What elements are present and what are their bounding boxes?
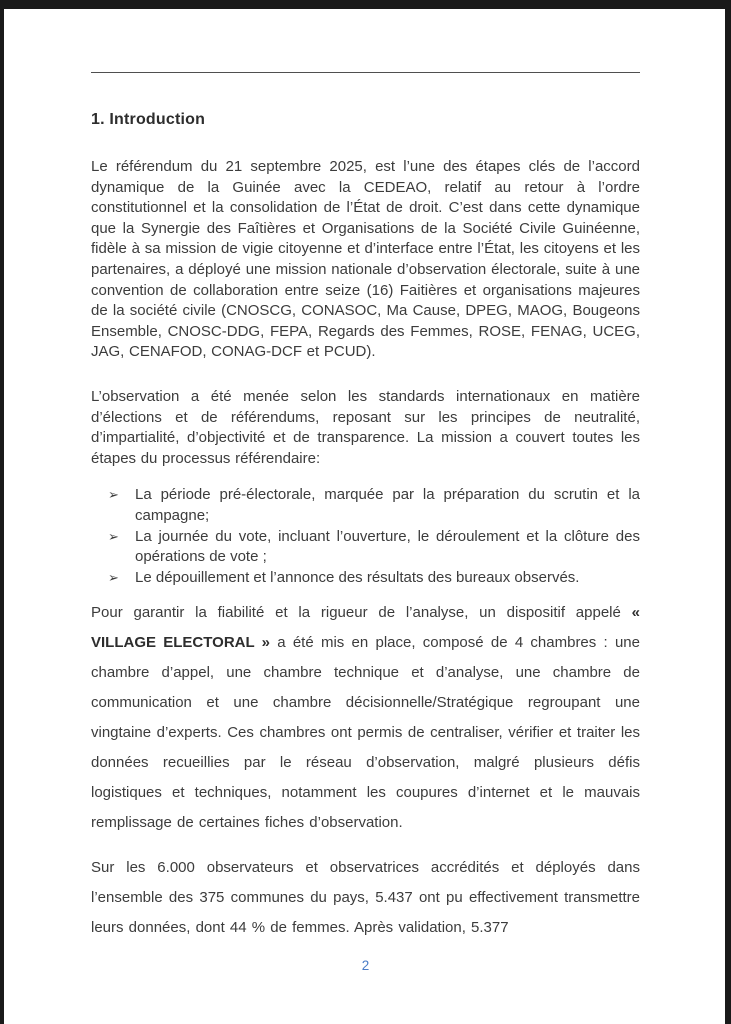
bullet-item [91, 485, 640, 526]
section-heading: 1. Introduction [91, 111, 206, 128]
village-electoral-bold-text: « VILLAGE ELECTORAL » [91, 604, 640, 652]
bullet-arrow-icon: ➢ [108, 487, 119, 503]
bullet-text: Le dépouillement et l’annonce des résultats des bureaux observés. [135, 568, 580, 586]
paragraph-text: Pour garantir la fiabilité et la rigueur de l’analyse, un dispositif appelé [91, 604, 632, 622]
bullet-arrow-icon: ➢ [108, 528, 119, 544]
bullet-list [91, 485, 640, 588]
bullet-item [91, 568, 640, 589]
bullet-item [91, 527, 640, 568]
paragraph-text: a été mis en place, composé de 4 chambres : une chambre d’appel, une chambre technique et d’analyse, une chambre de communication et une chambre décisionnelle/Stratégique regroupant une vingtaine d’experts. Ces chambres ont permis de centraliser, vérifier et traiter les données recueillies par le réseau d’observation, malgré plusieurs défis logistiques et techniques, notamment les coupures d’internet et le mauvais remplissage de certaines fiches d’observation. [91, 634, 640, 832]
page-number: 2 [361, 958, 370, 974]
bullet-text: La période pré-électorale, marquée par la préparation du scrutin et la campagne; [135, 486, 640, 524]
bullet-text: La journée du vote, incluant l’ouverture, le déroulement et la clôture des opérations de vote ; [135, 527, 640, 566]
intro-paragraph-1: Le référendum du 21 septembre 2025, est l’une des étapes clés de l’accord dynamique de la Guinée avec la CEDEAO, relatif au retour à l’ordre constitutionnel et la consolidation de l’État de droit. C’est dans cette dynamique que la Synergie des Faîtières et Organisations de la Société Civile Guinéenne, fidèle à sa mission de vigie citoyenne et d’interface entre l’État, les citoyens et les partenaires, a déployé une mission nationale d’observation électorale, suite à une convention de collaboration entre seize (16) Faitières et organisations majeures de la société civile (CNOSCG, CONASOC, Ma Cause, DPEG, MAOG, Bougeons Ensemble, CNOSC-DDG, FEPA, Regards des Femmes, ROSE, FENAG, UCEG, JAG, CENAFOD, CONAG-DCF et PCUD). [91, 158, 640, 361]
bullet-arrow-icon: ➢ [108, 569, 119, 585]
document-page [4, 9, 725, 1024]
observers-paragraph: Sur les 6.000 observateurs et observatrices accrédités et déployés dans l’ensemble des 375 communes du pays, 5.437 ont pu effectivement transmettre leurs données, dont 44 % de femmes. Après validation, 5.377 [91, 859, 640, 937]
dispositif-paragraph [91, 598, 640, 838]
intro-paragraph-2: L’observation a été menée selon les standards internationaux en matière d’élections et de référendums, reposant sur les principes de neutralité, d’impartialité, d’objectivité et de transparence. La mission a couvert toutes les étapes du processus référendaire: [91, 387, 640, 467]
header-rule [91, 72, 640, 73]
